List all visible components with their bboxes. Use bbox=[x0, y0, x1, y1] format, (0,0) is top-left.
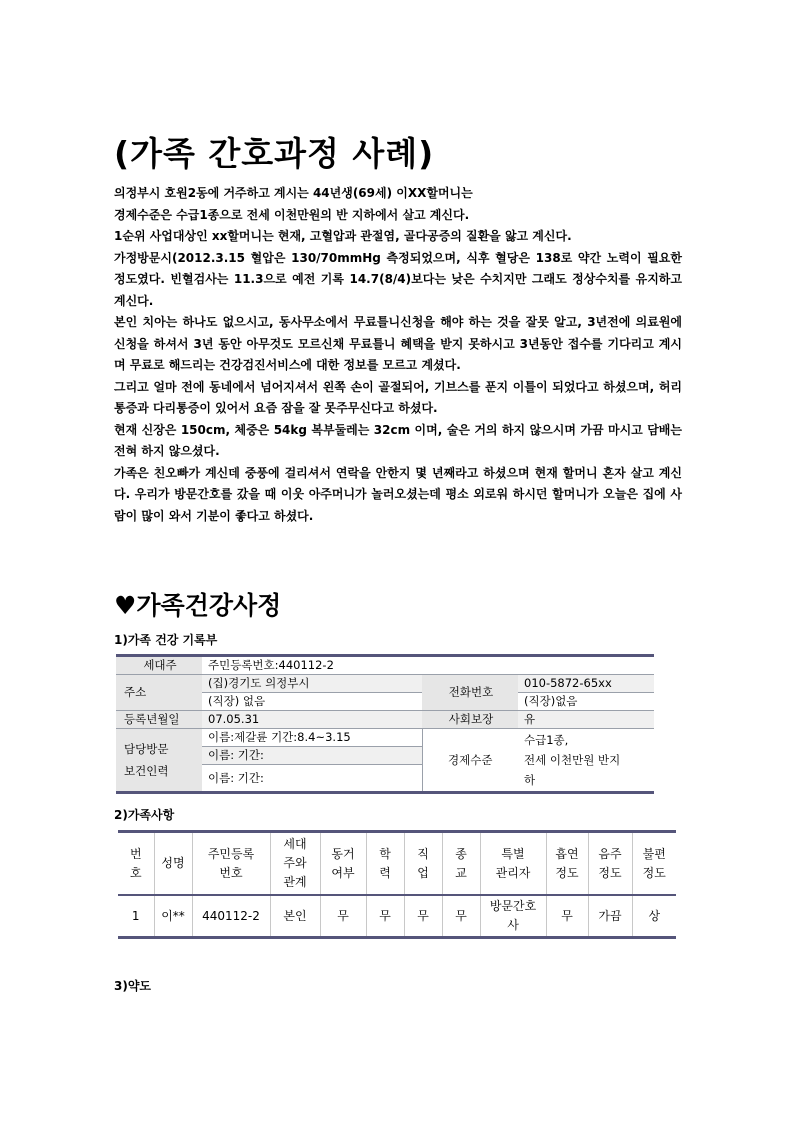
table-row bbox=[116, 656, 654, 675]
column-header-line: 정도 bbox=[555, 865, 579, 880]
table-cell: 가끔 bbox=[588, 895, 632, 938]
column-header bbox=[366, 832, 404, 896]
visitor-label-line-1: 담당방문 bbox=[124, 742, 169, 756]
document-title: (가족 간호과정 사례) bbox=[114, 134, 435, 173]
column-header bbox=[118, 832, 154, 896]
column-header-line: 성명 bbox=[161, 856, 185, 870]
table-row bbox=[116, 711, 654, 729]
table-cell: 상 bbox=[632, 895, 676, 938]
column-header bbox=[480, 832, 546, 896]
phone-label: 전화번호 bbox=[422, 675, 518, 711]
family-members-table bbox=[118, 830, 676, 939]
economic-level-line-1: 수급1종, bbox=[524, 733, 569, 747]
phone-home: 010-5872-65xx bbox=[518, 675, 654, 693]
case-paragraph-2: 경제수준은 수급1종으로 전세 이천만원의 반 지하에서 살고 계신다. bbox=[114, 207, 470, 222]
visitor-entry-3: 이름: 기간: bbox=[202, 765, 422, 793]
column-header-line: 특별 bbox=[501, 846, 525, 861]
table-cell: 무 bbox=[366, 895, 404, 938]
economic-level-value bbox=[518, 729, 654, 793]
case-paragraph-1: 의정부시 호원2동에 거주하고 계시는 44년생(69세) 이XX할머니는 bbox=[114, 186, 473, 200]
case-paragraph-4: 가정방문시(2012.3.15 혈압은 130/70mmHg 측정되었으며, 식후 혈당은 138로 약간 노력이 필요한 정도였다. 빈혈검사는 11.3으로 예전 기록 14.7(8/4)보다는 낮은 수치지만 그래도 정상수치를 유지하고 계신다. bbox=[114, 250, 682, 308]
column-header-line: 정도 bbox=[642, 865, 666, 880]
column-header-line: 번호 bbox=[219, 865, 243, 880]
table-cell: 무 bbox=[546, 895, 588, 938]
column-header-line: 교 bbox=[455, 865, 467, 880]
table-header-row bbox=[118, 832, 676, 896]
column-header-line: 학 bbox=[379, 846, 391, 861]
table-cell: 방문간호사 bbox=[480, 895, 546, 938]
case-paragraph-5: 본인 치아는 하나도 없으시고, 동사무소에서 무료틀니신청을 해야 하는 것을 잘못 알고, 3년전에 의료원에 신청을 하셔서 3년 동안 아무것도 모르신채 무료틀니 혜택을 받지 못하시고 3년동안 접수를 기다리고 계시며 무료로 해드리는 건강검진서비스에 대한 정보를 모르고 계셨다. bbox=[114, 315, 682, 372]
column-header-line: 주와 bbox=[283, 856, 307, 870]
case-paragraph-6: 그리고 얼마 전에 동네에서 넘어지셔서 왼쪽 손이 골절되어, 기브스를 푼지 이틀이 되었다고 하셨으며, 허리통증과 다리통증이 있어서 요즘 잠을 잘 못주무신다고 하셨다. bbox=[114, 379, 682, 415]
table-cell: 1 bbox=[131, 908, 140, 923]
column-header-line: 종 bbox=[455, 846, 467, 861]
column-header bbox=[546, 832, 588, 896]
column-header bbox=[320, 832, 366, 896]
family-subtitle: 2)가족사항 bbox=[114, 808, 175, 822]
column-header-line: 호 bbox=[129, 865, 142, 880]
column-header-line: 력 bbox=[379, 865, 391, 880]
column-header-line: 직 bbox=[417, 846, 429, 861]
column-header bbox=[404, 832, 442, 896]
column-header-line: 관계 bbox=[283, 875, 307, 889]
visitor-label bbox=[116, 729, 202, 793]
column-header-line: 흡연 bbox=[555, 846, 579, 861]
column-header bbox=[588, 832, 632, 896]
column-header-line: 동거 bbox=[331, 846, 355, 861]
householder-value: 주민등록번호:440112-2 bbox=[202, 656, 654, 675]
table-cell: 무 bbox=[320, 895, 366, 938]
economic-level-line-3: 하 bbox=[524, 773, 536, 787]
visitor-label-line-2: 보건인력 bbox=[124, 764, 169, 778]
column-header-line: 업 bbox=[417, 865, 429, 880]
case-paragraph-3: 1순위 사업대상인 xx할머니는 현재, 고혈압과 관절염, 골다공증의 질환을 앓고 계신다. bbox=[114, 229, 572, 243]
column-header-line: 관리자 bbox=[495, 865, 531, 880]
table-cell: 이** bbox=[154, 895, 192, 938]
record-subtitle: 1)가족 건강 기록부 bbox=[114, 633, 218, 647]
column-header-line: 여부 bbox=[331, 865, 355, 880]
visitor-entry-2: 이름: 기간: bbox=[202, 747, 422, 765]
column-header-line: 정도 bbox=[598, 865, 622, 880]
case-paragraph-7: 현재 신장은 150cm, 체중은 54kg 복부둘레는 32cm 이며, 술은 거의 하지 않으시며 가끔 마시고 담배는 전혀 하지 않으셨다. bbox=[114, 422, 682, 458]
regdate-value: 07.05.31 bbox=[202, 711, 422, 729]
column-header-line: 번 bbox=[129, 846, 142, 861]
genogram-subtitle: 3)약도 bbox=[114, 979, 152, 993]
column-header bbox=[192, 832, 270, 896]
social-security-label: 사회보장 bbox=[422, 711, 518, 729]
table-cell: 440112-2 bbox=[192, 895, 270, 938]
column-header-line: 불편 bbox=[642, 846, 666, 861]
column-header-line: 주민등록 bbox=[207, 846, 255, 861]
visitor-entry-1: 이름:제갈륜 기간:8.4~3.15 bbox=[202, 729, 422, 747]
column-header bbox=[442, 832, 480, 896]
table-row bbox=[116, 675, 654, 693]
column-header bbox=[632, 832, 676, 896]
column-header-line: 음주 bbox=[598, 846, 622, 861]
table-row bbox=[116, 729, 654, 747]
table-cell: 본인 bbox=[270, 895, 320, 938]
table-cell: 무 bbox=[404, 895, 442, 938]
section-heading-family-health: ♥가족건강사정 bbox=[114, 591, 282, 620]
phone-work: (직장)없음 bbox=[518, 693, 654, 711]
economic-level-label: 경제수준 bbox=[422, 729, 518, 793]
householder-label: 세대주 bbox=[116, 656, 202, 675]
column-header bbox=[154, 832, 192, 896]
economic-level-line-2: 전세 이천만원 반지 bbox=[524, 753, 621, 767]
case-paragraph-8: 가족은 친오빠가 계신데 중풍에 걸리셔서 연락을 안한지 몇 년째라고 하셨으며 현재 할머니 혼자 살고 계신다. 우리가 방문간호를 갔을 때 이웃 아주머니가 놀러오셨는데 평소 외로워 하시던 할머니가 오늘은 집에 사람이 많이 와서 기분이 좋다고 하셨다. bbox=[114, 465, 682, 523]
address-label: 주소 bbox=[116, 675, 202, 711]
case-description bbox=[114, 183, 682, 527]
column-header bbox=[270, 832, 320, 896]
table-cell: 무 bbox=[442, 895, 480, 938]
table-row bbox=[118, 895, 676, 938]
address-work: (직장) 없음 bbox=[202, 693, 422, 711]
address-home: (집)경기도 의정부시 bbox=[202, 675, 422, 693]
regdate-label: 등록년월일 bbox=[116, 711, 202, 729]
family-members-body bbox=[118, 895, 676, 938]
social-security-value: 유 bbox=[518, 711, 654, 729]
column-header-line: 세대 bbox=[283, 837, 307, 851]
family-health-record-table bbox=[116, 654, 654, 794]
